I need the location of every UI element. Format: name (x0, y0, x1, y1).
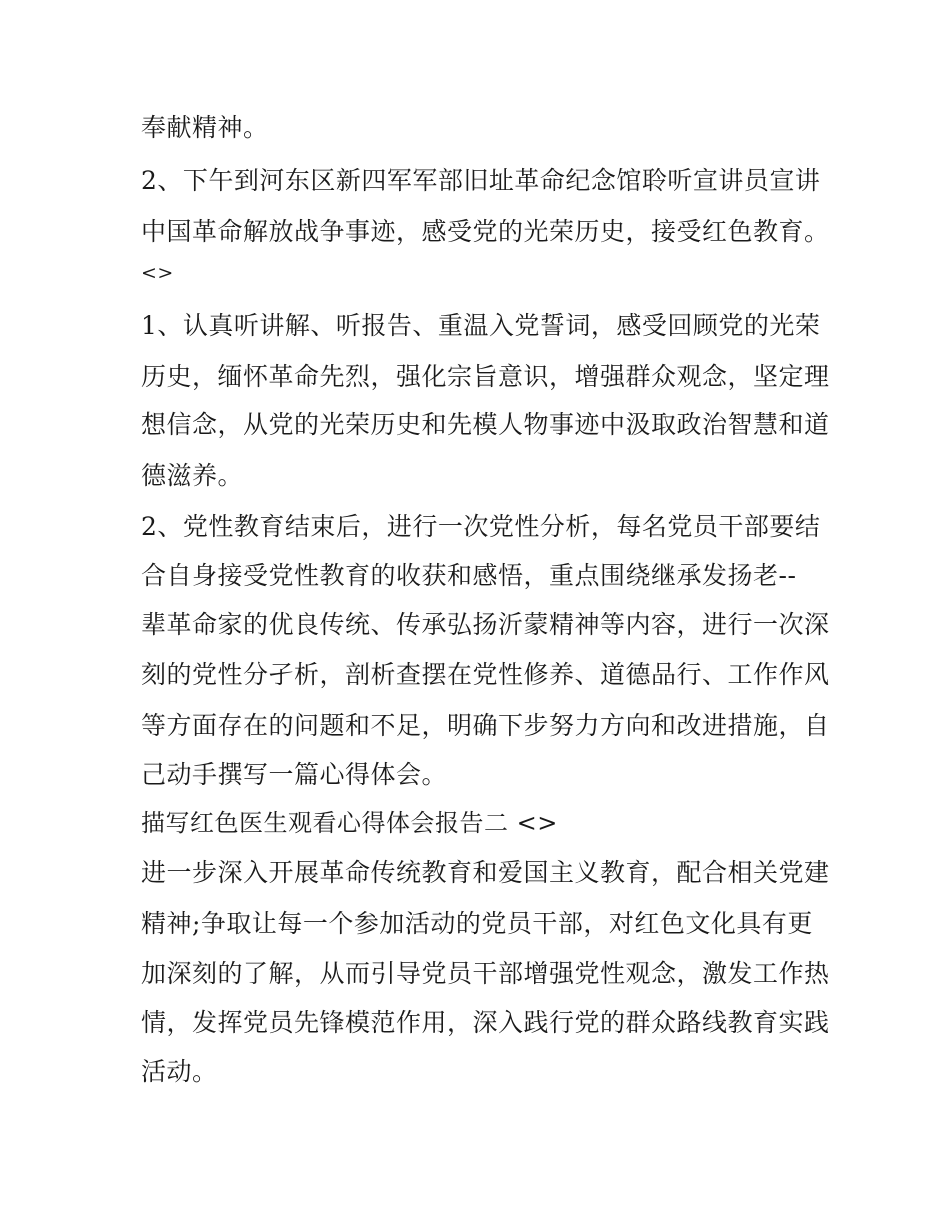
text-line-1: 奉献精神。 (141, 113, 269, 142)
text-line-11: 辈革命家的优良传统、传承弘扬沂蒙精神等内容，进行一次深 (141, 610, 830, 639)
text-line-12: 刻的党性分孑析，剖析查摆在党性修养、道德品行、工作作风 (141, 660, 830, 689)
text-line-20: 活动。 (141, 1057, 218, 1086)
text-line-2: 2、下午到河东区新四军军部旧址革命纪念馆聆听宣讲员宣讲 (141, 166, 821, 195)
text-line-16: 进一步深入开展革命传统教育和爱国主义教育，配合相关党建 (141, 858, 830, 887)
text-line-9: 2、党性教育结束后，进行一次党性分析，每名党员干部要结 (141, 512, 821, 541)
text-line-4: <> (141, 262, 174, 284)
text-line-10: 合自身接受党性教育的收获和感悟，重点围绕继承发扬老-- (141, 561, 797, 590)
text-line-6: 历史，缅怀革命先烈，强化宗旨意识，增强群众观念，坚定理 (141, 362, 830, 391)
section-heading: 描写红色医生观看心得体会报告二 <> (141, 809, 558, 837)
text-line-18: 加深刻的了解，从而引导党员干部增强党性观念，激发工作热 (141, 959, 830, 988)
text-line-5: 1、认真听讲解、听报告、重温入党誓词，感受回顾党的光荣 (141, 311, 821, 340)
text-line-17: 精神;争取让每一个参加活动的党员干部，对红色文化具有更 (141, 909, 813, 938)
text-line-13: 等方面存在的问题和不足，明确下步努力方向和改进措施，自 (141, 711, 830, 740)
text-line-19: 情，发挥党员先锋模范作用，深入践行党的群众路线教育实践 (141, 1008, 830, 1037)
text-line-14: 己动手撰写一篇心得体会。 (141, 760, 448, 789)
text-line-3: 中国革命解放战争事迹，感受党的光荣历史，接受红色教育。 (141, 217, 830, 246)
text-line-8: 德滋养。 (141, 461, 244, 490)
text-line-7: 想信念，从党的光荣历史和先模人物事迹中汲取政治智慧和道 (141, 410, 830, 439)
